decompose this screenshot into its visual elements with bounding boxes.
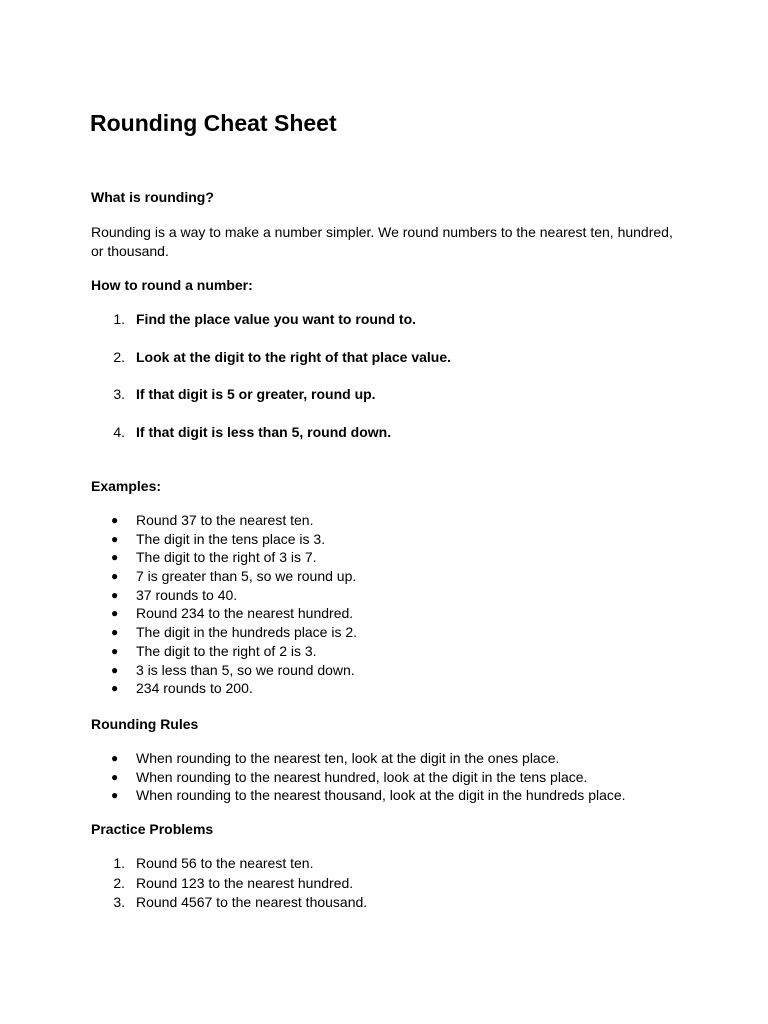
example-item [0,642,700,661]
step-number: 1. [113,311,125,327]
examples-list [0,511,700,698]
example-text: The digit to the right of 3 is 7. [136,549,317,566]
rule-item [0,749,700,768]
practice-item [0,854,700,874]
step-number: 3. [113,386,125,402]
step-item [0,310,700,348]
bullet-icon: ● [111,569,119,584]
heading-rounding-rules: Rounding Rules [91,716,199,732]
practice-number: 2. [113,874,125,891]
step-item [0,348,700,386]
bullet-icon: ● [111,681,119,696]
practice-number: 3. [113,894,125,910]
bullet-icon: ● [111,513,119,527]
rules-list [0,749,700,805]
bullet-icon: ● [111,606,119,621]
example-text: 7 is greater than 5, so we round up. [136,568,357,585]
example-item [0,548,700,567]
practice-item [0,893,700,913]
paragraph-what-is-rounding: Rounding is a way to make a number simpler. We round numbers to the nearest ten, hundred, or thousand. [91,224,673,259]
step-number: 4. [113,423,125,440]
step-item [0,423,700,461]
example-item [0,567,700,586]
steps-list [0,310,700,460]
rule-item [0,786,700,805]
practice-text: Round 56 to the nearest ten. [136,855,314,871]
heading-examples: Examples: [91,478,162,494]
step-number: 2. [113,348,125,365]
step-text: If that digit is 5 or greater, round up. [136,386,376,402]
practice-text: Round 123 to the nearest hundred. [136,874,354,891]
rule-text: When rounding to the nearest thousand, look at the digit in the hundreds place. [136,787,626,804]
example-item [0,679,700,698]
bullet-icon: ● [111,587,119,602]
example-text: The digit in the tens place is 3. [136,530,326,547]
bullet-icon: ● [111,769,119,784]
bullet-icon: ● [111,550,119,565]
example-item [0,530,700,549]
rule-text: When rounding to the nearest ten, look at the digit in the ones place. [136,750,560,766]
practice-list [0,854,700,913]
step-item [0,385,700,423]
bullet-icon: ● [111,788,119,803]
example-item [0,586,700,605]
example-text: 3 is less than 5, so we round down. [136,661,355,678]
page-title: Rounding Cheat Sheet [90,110,337,136]
practice-text: Round 4567 to the nearest thousand. [136,894,368,910]
step-text: If that digit is less than 5, round down. [136,423,392,440]
practice-number: 1. [113,855,125,871]
step-text: Find the place value you want to round to. [136,311,417,327]
bullet-icon: ● [111,662,119,677]
example-text: Round 234 to the nearest hundred. [136,605,354,622]
bullet-icon: ● [111,643,119,658]
bullet-icon: ● [111,625,119,640]
bullet-icon: ● [111,531,119,546]
rule-item [0,768,700,787]
bullet-icon: ● [111,751,119,765]
step-text: Look at the digit to the right of that place value. [136,348,452,365]
example-text: 37 rounds to 40. [136,586,238,603]
heading-how-to-round: How to round a number: [91,277,253,293]
heading-practice-problems: Practice Problems [91,821,214,837]
rule-text: When rounding to the nearest hundred, look at the digit in the tens place. [136,768,588,785]
practice-item [0,874,700,894]
example-text: Round 37 to the nearest ten. [136,512,314,528]
example-text: The digit in the hundreds place is 2. [136,624,358,641]
heading-what-is-rounding: What is rounding? [91,189,214,205]
example-text: 234 rounds to 200. [136,680,253,697]
example-item [0,623,700,642]
example-item [0,511,700,530]
example-item [0,661,700,680]
example-text: The digit to the right of 2 is 3. [136,642,317,659]
example-item [0,604,700,623]
